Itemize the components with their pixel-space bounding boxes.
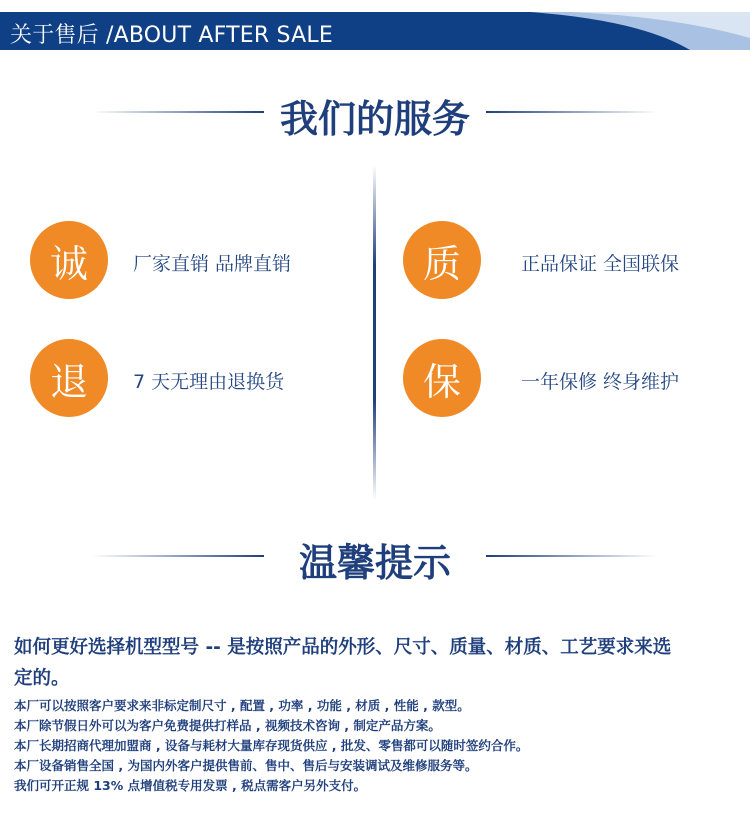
tip-line: 我们可开正规 13% 点增值税专用发票 , 税点需客户另外支付。 [14,778,367,793]
tips-title: 温馨提示 [298,541,451,585]
tips-headline: 如何更好选择机型型号 -- 是按照产品的外形、尺寸、质量、材质、工艺要求来选定的。 [14,637,672,689]
service-text-zhi: 正品保证 全国联保 [521,253,680,275]
services-title: 我们的服务 [279,97,470,141]
service-text-bao: 一年保修 终身维护 [521,371,680,393]
header-title: 关于售后 /ABOUT AFTER SALE [10,23,333,48]
services-title-line-right [486,111,658,113]
header-banner [0,12,750,50]
service-text-tui: 7 天无理由退换货 [133,371,285,393]
service-icon-bao: 保 [403,339,481,417]
service-icon-zhi: 质 [403,221,481,299]
header-swoosh-decoration [490,12,750,50]
tip-line: 本厂可以按照客户要求来非标定制尺寸 , 配置 , 功率 , 功能 , 材质 , 性能 , 款型。 [14,698,470,713]
services-divider [373,165,376,500]
tip-line: 本厂设备销售全国 , 为国内外客户提供售前、售中、售后与安装调试及维修服务等。 [14,758,478,773]
tip-line: 本厂除节假日外可以为客户免费提供打样品 , 视频技术咨询 , 制定产品方案。 [14,718,441,733]
service-icon-tui: 退 [30,339,108,417]
service-icon-cheng: 诚 [30,221,108,299]
tip-line: 本厂长期招商代理加盟商 , 设备与耗材大量库存现货供应 , 批发、零售都可以随时签约合作。 [14,738,529,753]
service-text-cheng: 厂家直销 品牌直销 [133,253,292,275]
tips-title-line-right [486,555,658,557]
